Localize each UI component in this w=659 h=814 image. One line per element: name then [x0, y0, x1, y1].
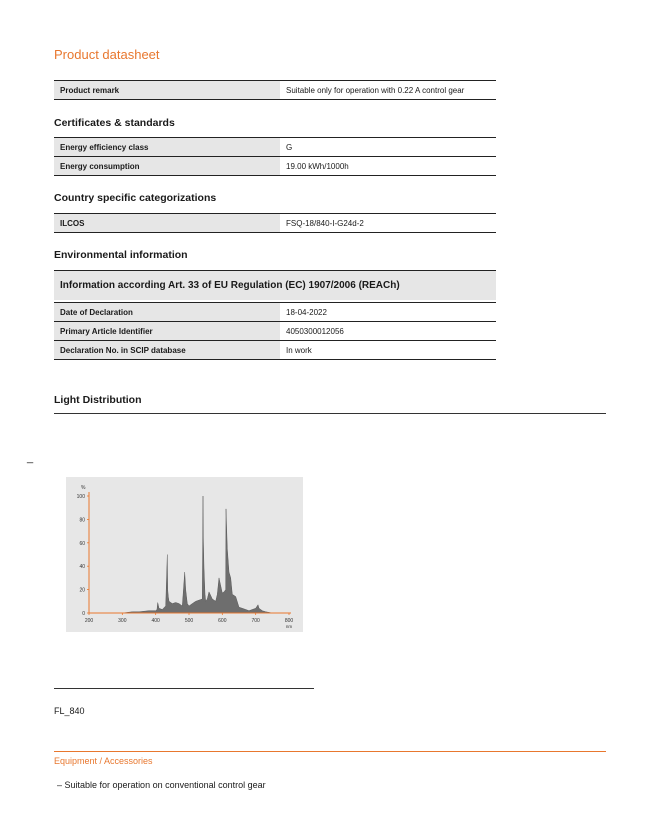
environmental-title: Environmental information [54, 249, 188, 261]
page-title: Product datasheet [54, 47, 160, 62]
row-key: Product remark [54, 81, 280, 100]
row-value: In work [280, 341, 496, 360]
chart-divider [54, 688, 314, 689]
y-tick-label: 0 [82, 611, 85, 617]
reach-header: Information according Art. 33 of EU Regulation (EC) 1907/2006 (REACh) [54, 270, 496, 300]
fl-label: FL_840 [54, 706, 85, 716]
x-tick-label: 200 [84, 618, 94, 624]
y-tick-label: 20 [79, 587, 85, 594]
certificates-table [54, 137, 496, 176]
row-value: 4050300012056 [280, 322, 496, 341]
table-row [54, 157, 496, 176]
table-row [54, 341, 496, 360]
spectrum-area [122, 496, 289, 613]
spectrum-chart [66, 477, 303, 632]
row-key: Declaration No. in SCIP database [54, 341, 280, 360]
y-tick-label: 100 [76, 494, 85, 500]
country-title: Country specific categorizations [54, 192, 217, 204]
table-row [54, 303, 496, 322]
equipment-item: – Suitable for operation on conventional control gear [57, 780, 266, 790]
x-tick-label: 300 [118, 618, 127, 624]
y-tick-label: 40 [79, 564, 85, 571]
x-tick-label: 500 [184, 618, 194, 624]
row-value: 19.00 kWh/1000h [280, 157, 496, 176]
row-value: 18-04-2022 [280, 303, 496, 322]
country-table [54, 213, 496, 233]
light-distribution-title: Light Distribution [54, 394, 142, 406]
equipment-divider [54, 751, 606, 752]
x-tick-label: 600 [218, 618, 227, 624]
table-row [54, 322, 496, 341]
row-key: Energy consumption [54, 157, 280, 176]
row-key: Energy efficiency class [54, 138, 280, 157]
certificates-title: Certificates & standards [54, 117, 175, 129]
row-key: Primary Article Identifier [54, 322, 280, 341]
product-remark-table [54, 80, 496, 100]
row-key: Date of Declaration [54, 303, 280, 322]
y-tick-label: 60 [79, 540, 85, 547]
row-value: Suitable only for operation with 0.22 A control gear [280, 81, 496, 100]
x-tick-label: 800 [284, 618, 294, 624]
table-row [54, 81, 496, 100]
dash-mark: _ [27, 452, 34, 464]
spectrum-chart-svg [66, 477, 303, 632]
y-tick-label: 80 [79, 517, 85, 524]
row-key: ILCOS [54, 214, 280, 233]
row-value: FSQ-18/840-I-G24d-2 [280, 214, 496, 233]
table-row [54, 138, 496, 157]
equipment-title: Equipment / Accessories [54, 756, 153, 766]
y-axis-label: % [81, 485, 86, 491]
table-row [54, 214, 496, 233]
section-divider [54, 413, 606, 414]
reach-table [54, 302, 496, 360]
x-tick-label: 400 [151, 618, 160, 624]
x-axis-label: nm [285, 624, 293, 629]
equipment-item-text: Suitable for operation on conventional control gear [64, 780, 266, 790]
row-value: G [280, 138, 496, 157]
x-tick-label: 700 [251, 618, 260, 624]
